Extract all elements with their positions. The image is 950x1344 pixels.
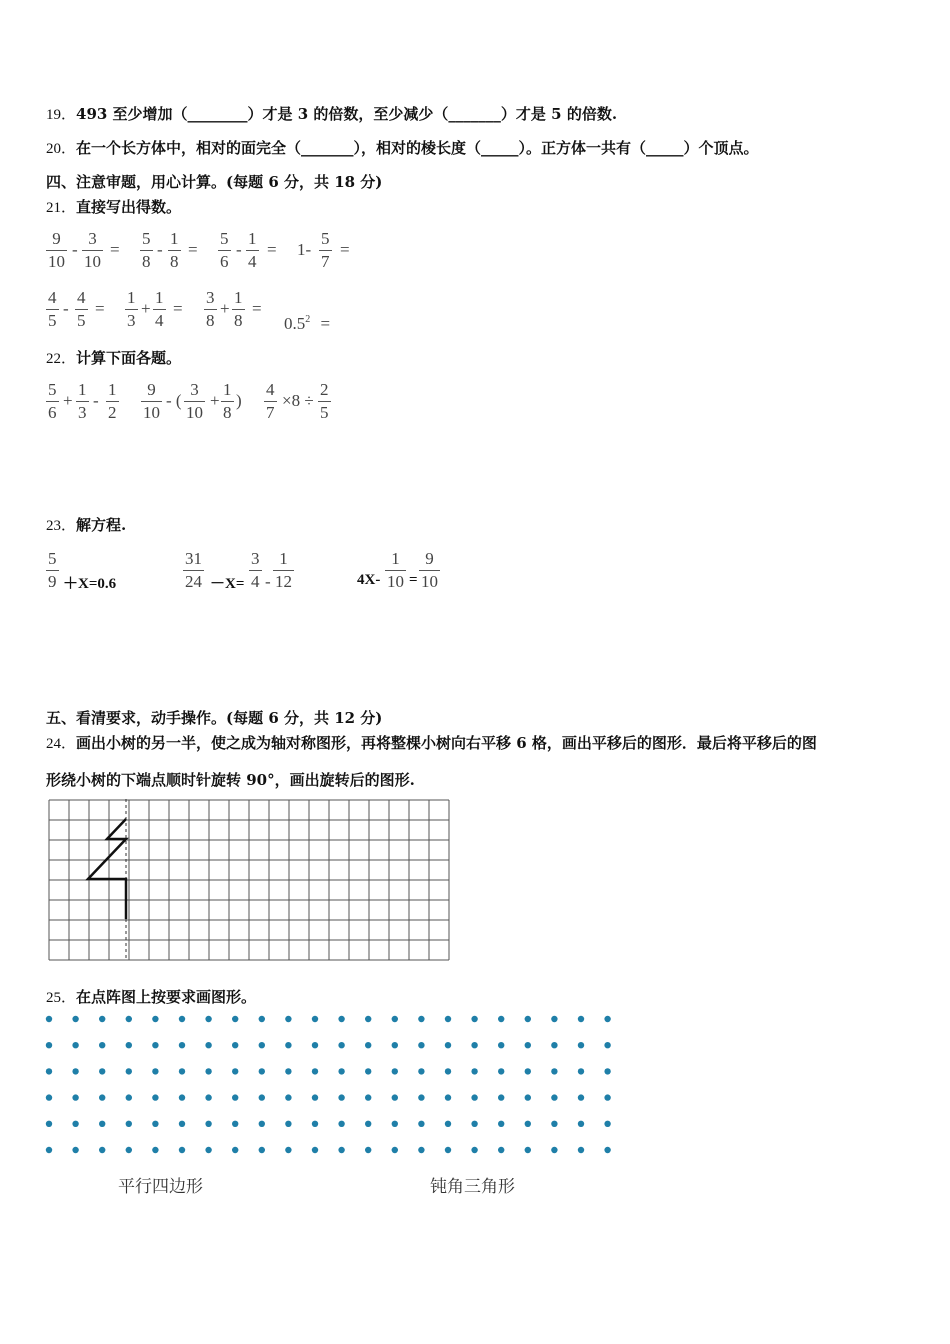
question-22 <box>46 347 181 368</box>
dot[interactable] <box>392 1121 398 1127</box>
dot[interactable] <box>285 1121 291 1127</box>
fraction: 9 10 <box>48 229 65 271</box>
operator: + <box>63 391 73 410</box>
question-number: 23． <box>46 518 77 534</box>
equals-sign: = <box>252 299 262 318</box>
fraction: 5 8 <box>142 229 151 271</box>
dot[interactable] <box>126 1147 132 1153</box>
operator: + <box>210 391 220 410</box>
section-4-heading: 四、注意审题，用心计算。(每题 6 分，共 18 分) <box>46 173 383 191</box>
dot[interactable] <box>365 1042 371 1048</box>
dot[interactable] <box>498 1094 504 1100</box>
dot[interactable] <box>604 1016 610 1022</box>
dot[interactable] <box>418 1068 424 1074</box>
dot[interactable] <box>445 1042 451 1048</box>
equals-sign: = <box>173 299 183 318</box>
question-text: 493 至少增加（________）才是 3 的倍数，至少减少（_______）才是 5 的倍数. <box>76 105 618 123</box>
dot[interactable] <box>126 1094 132 1100</box>
dot[interactable] <box>312 1068 318 1074</box>
dot[interactable] <box>392 1068 398 1074</box>
dot[interactable] <box>392 1042 398 1048</box>
equals-sign: = <box>95 299 105 318</box>
dot[interactable] <box>445 1016 451 1022</box>
dot[interactable] <box>578 1121 584 1127</box>
operator: - <box>236 240 242 259</box>
dot[interactable] <box>152 1042 158 1048</box>
dot[interactable] <box>445 1094 451 1100</box>
dot-grid <box>46 1016 611 1153</box>
dot[interactable] <box>259 1068 265 1074</box>
dot[interactable] <box>551 1042 557 1048</box>
dot[interactable] <box>232 1016 238 1022</box>
dot[interactable] <box>525 1016 531 1022</box>
question-number: 21． <box>46 200 77 216</box>
fraction: 3 4 <box>251 549 260 591</box>
dot[interactable] <box>338 1042 344 1048</box>
dot[interactable] <box>99 1042 105 1048</box>
dot[interactable] <box>259 1147 265 1153</box>
question-19 <box>46 103 617 124</box>
fraction: 3 10 <box>84 229 101 271</box>
dot[interactable] <box>46 1042 52 1048</box>
question-number: 24． <box>46 736 77 752</box>
dot[interactable] <box>392 1016 398 1022</box>
operator: ×8 ÷ <box>282 391 314 410</box>
dot[interactable] <box>338 1094 344 1100</box>
dot[interactable] <box>604 1094 610 1100</box>
question-number: 20． <box>46 141 77 157</box>
dot[interactable] <box>551 1068 557 1074</box>
dot[interactable] <box>578 1016 584 1022</box>
question-23 <box>46 514 126 535</box>
dot[interactable] <box>72 1147 78 1153</box>
fraction: 1 3 <box>127 288 136 330</box>
fraction: 1 4 <box>155 288 164 330</box>
dot[interactable] <box>604 1068 610 1074</box>
dot[interactable] <box>498 1042 504 1048</box>
fraction: 1 4 <box>248 229 257 271</box>
operator: + <box>141 299 151 318</box>
dot[interactable] <box>99 1094 105 1100</box>
dot[interactable] <box>498 1068 504 1074</box>
dot[interactable] <box>232 1121 238 1127</box>
fraction: 4 7 <box>266 380 275 422</box>
fraction: 1 2 <box>108 380 117 422</box>
question-text: 直接写出得数。 <box>76 198 182 216</box>
dot[interactable] <box>99 1068 105 1074</box>
label-obtuse-triangle: 钝角三角形 <box>430 1177 515 1196</box>
dot[interactable] <box>126 1016 132 1022</box>
operator: - <box>157 240 163 259</box>
label-parallelogram: 平行四边形 <box>118 1177 203 1196</box>
dot[interactable] <box>259 1042 265 1048</box>
dot[interactable] <box>232 1042 238 1048</box>
dot[interactable] <box>46 1016 52 1022</box>
dot[interactable] <box>338 1068 344 1074</box>
dot[interactable] <box>205 1042 211 1048</box>
dot[interactable] <box>72 1094 78 1100</box>
fraction: 1 12 <box>275 549 292 591</box>
fraction: 4 5 <box>77 288 86 330</box>
dot[interactable] <box>551 1121 557 1127</box>
square-grid[interactable] <box>48 799 453 961</box>
dot[interactable] <box>232 1094 238 1100</box>
dot[interactable] <box>179 1147 185 1153</box>
dot[interactable] <box>312 1016 318 1022</box>
question-text: 计算下面各题。 <box>76 349 182 367</box>
fraction: 1 8 <box>223 380 232 422</box>
dot[interactable] <box>312 1121 318 1127</box>
fraction: 5 6 <box>220 229 229 271</box>
dot[interactable] <box>471 1094 477 1100</box>
dot[interactable] <box>418 1042 424 1048</box>
equals-sign: = <box>188 240 198 259</box>
dot[interactable] <box>99 1147 105 1153</box>
equals-sign: = <box>340 240 350 259</box>
equation-text: 4X- <box>357 572 381 588</box>
dot[interactable] <box>578 1147 584 1153</box>
dot[interactable] <box>152 1016 158 1022</box>
dot[interactable] <box>205 1147 211 1153</box>
dot[interactable] <box>418 1147 424 1153</box>
dot[interactable] <box>338 1121 344 1127</box>
dot[interactable] <box>498 1121 504 1127</box>
dot[interactable] <box>72 1016 78 1022</box>
dot-matrix[interactable] <box>40 1010 620 1160</box>
operator: - <box>63 299 69 318</box>
dot[interactable] <box>365 1094 371 1100</box>
dot[interactable] <box>578 1094 584 1100</box>
dot[interactable] <box>365 1121 371 1127</box>
dot[interactable] <box>205 1068 211 1074</box>
question-text: 在点阵图上按要求画图形。 <box>76 988 257 1006</box>
operator: - <box>265 572 271 591</box>
question-25 <box>46 986 256 1007</box>
dot[interactable] <box>205 1121 211 1127</box>
dot[interactable] <box>365 1147 371 1153</box>
dot[interactable] <box>312 1042 318 1048</box>
dot[interactable] <box>498 1147 504 1153</box>
dot[interactable] <box>338 1016 344 1022</box>
dot[interactable] <box>392 1147 398 1153</box>
dot[interactable] <box>525 1121 531 1127</box>
dot[interactable] <box>445 1147 451 1153</box>
operator: - <box>93 391 99 410</box>
dot[interactable] <box>99 1121 105 1127</box>
dot[interactable] <box>179 1068 185 1074</box>
dot[interactable] <box>285 1068 291 1074</box>
dot[interactable] <box>578 1068 584 1074</box>
dot[interactable] <box>232 1147 238 1153</box>
half-tree-figure <box>88 819 126 919</box>
dot[interactable] <box>259 1121 265 1127</box>
dot[interactable] <box>498 1016 504 1022</box>
dot[interactable] <box>365 1068 371 1074</box>
dot[interactable] <box>551 1016 557 1022</box>
operator: ) <box>236 391 242 410</box>
dot[interactable] <box>312 1147 318 1153</box>
fraction: 3 10 <box>186 380 203 422</box>
dot[interactable] <box>418 1094 424 1100</box>
fraction: 5 7 <box>321 229 330 271</box>
fraction: 1 8 <box>170 229 179 271</box>
dot[interactable] <box>525 1042 531 1048</box>
question-text: 画出小树的另一半，使之成为轴对称图形，再将整棵小树向右平移 6 格，画出平移后的图形．最后将平移后的图 <box>76 734 817 752</box>
operator: - ( <box>166 391 182 410</box>
dot[interactable] <box>259 1094 265 1100</box>
dot[interactable] <box>551 1094 557 1100</box>
dot[interactable] <box>312 1094 318 1100</box>
dot[interactable] <box>418 1016 424 1022</box>
dot[interactable] <box>46 1147 52 1153</box>
fraction: 1 8 <box>234 288 243 330</box>
dot[interactable] <box>471 1121 477 1127</box>
dot[interactable] <box>418 1121 424 1127</box>
dot[interactable] <box>471 1042 477 1048</box>
dot[interactable] <box>179 1042 185 1048</box>
equation-text: －X= <box>210 576 245 592</box>
equals-sign: = <box>409 572 418 588</box>
operator: + <box>220 299 230 318</box>
fraction: 3 8 <box>206 288 215 330</box>
dot[interactable] <box>179 1121 185 1127</box>
section-5-heading: 五、看清要求，动手操作。(每题 6 分，共 12 分) <box>46 709 383 727</box>
dot[interactable] <box>126 1042 132 1048</box>
dot[interactable] <box>99 1016 105 1022</box>
dot[interactable] <box>445 1068 451 1074</box>
fraction: 1 3 <box>78 380 87 422</box>
question-text: 在一个长方体中，相对的面完全（_______），相对的棱长度（_____）。正方体一共有（_____）个顶点。 <box>76 139 759 157</box>
dot[interactable] <box>72 1068 78 1074</box>
dot[interactable] <box>285 1042 291 1048</box>
dot[interactable] <box>46 1121 52 1127</box>
dot[interactable] <box>126 1068 132 1074</box>
fraction: 9 10 <box>421 549 438 591</box>
fraction: 9 10 <box>143 380 160 422</box>
dot[interactable] <box>205 1016 211 1022</box>
fraction: 2 5 <box>320 380 329 422</box>
dot[interactable] <box>392 1094 398 1100</box>
operator: - <box>72 240 78 259</box>
equals-sign: = <box>267 240 277 259</box>
question-20 <box>46 137 759 158</box>
dot[interactable] <box>525 1094 531 1100</box>
dot[interactable] <box>72 1042 78 1048</box>
question-24-line-2: 形绕小树的下端点顺时针旋转 90°，画出旋转后的图形. <box>46 771 415 789</box>
equals-sign: = <box>110 240 120 259</box>
dot[interactable] <box>445 1121 451 1127</box>
dot[interactable] <box>232 1068 238 1074</box>
dot[interactable] <box>604 1042 610 1048</box>
dot[interactable] <box>551 1147 557 1153</box>
dot[interactable] <box>46 1068 52 1074</box>
dot[interactable] <box>525 1068 531 1074</box>
fraction: 5 9 <box>48 549 57 591</box>
equation-text: ＋X=0.6 <box>63 576 117 592</box>
dot[interactable] <box>285 1094 291 1100</box>
question-21 <box>46 196 181 217</box>
dot[interactable] <box>285 1147 291 1153</box>
dot[interactable] <box>152 1094 158 1100</box>
dot[interactable] <box>152 1121 158 1127</box>
dot[interactable] <box>471 1016 477 1022</box>
fraction: 1 10 <box>387 549 404 591</box>
dot[interactable] <box>46 1094 52 1100</box>
operator: 1- <box>297 240 312 259</box>
dot[interactable] <box>152 1147 158 1153</box>
question-number: 22． <box>46 351 77 367</box>
dot[interactable] <box>604 1121 610 1127</box>
dot[interactable] <box>578 1042 584 1048</box>
dot[interactable] <box>471 1068 477 1074</box>
power-expression: $0.5^2$ = <box>284 314 331 333</box>
dot[interactable] <box>205 1094 211 1100</box>
fraction: 4 5 <box>48 288 57 330</box>
fraction: 31 24 <box>185 549 202 591</box>
dot[interactable] <box>179 1016 185 1022</box>
question-number: 25． <box>46 990 77 1006</box>
question-text: 解方程. <box>76 516 127 534</box>
dot[interactable] <box>471 1147 477 1153</box>
dot[interactable] <box>72 1121 78 1127</box>
dot[interactable] <box>338 1147 344 1153</box>
dot[interactable] <box>365 1016 371 1022</box>
dot[interactable] <box>179 1094 185 1100</box>
dot[interactable] <box>285 1016 291 1022</box>
dot[interactable] <box>525 1147 531 1153</box>
dot[interactable] <box>126 1121 132 1127</box>
question-number: 19． <box>46 107 77 123</box>
dot[interactable] <box>259 1016 265 1022</box>
question-24-line-1 <box>46 732 817 753</box>
fraction: 5 6 <box>48 380 57 422</box>
dot[interactable] <box>152 1068 158 1074</box>
dot[interactable] <box>604 1147 610 1153</box>
